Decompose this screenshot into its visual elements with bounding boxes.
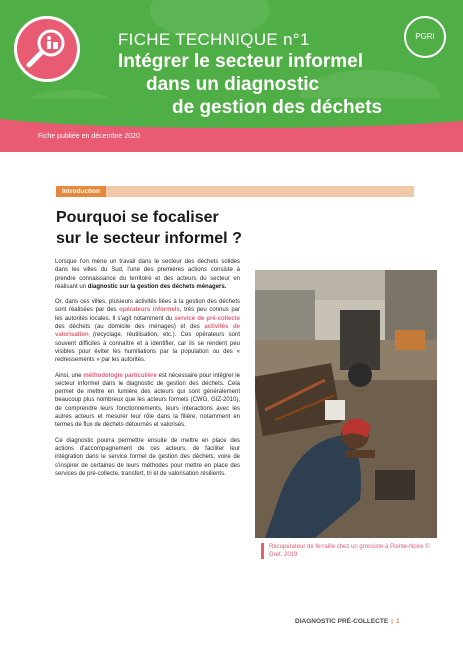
publication-date: Fiche publiée en décembre 2020 [38,133,140,140]
photo-caption: Récupérateur de ferraille chez un grossiste à Pointe-Noire © Gret, 2019 [269,544,430,558]
waste-search-icon [14,16,80,82]
fiche-label: FICHE TECHNIQUE n°1 [118,30,310,49]
heading-line-2: sur le secteur informel ? [56,230,242,247]
title-line-2: dans un diagnostic [146,74,320,95]
footer-separator: | [391,618,393,625]
page-number: 1 [396,618,400,625]
section-tag: Introduction [56,186,106,197]
heading-line-1: Pourquoi se focaliser [56,209,219,226]
paragraph-4: Ce diagnostic pourra permettre ensuite de mettre en place des actions d'accompagnement de ces acteurs, de faciliter leur intégration dans le service formel de gestion des déchets, voire de s'inspirer de certaines de leurs méthodes pour mettre en place des services de pré-collecte, transfert, tri et de valorisation résilients. [55,437,240,477]
paragraph-2: Or, dans ces villes, plusieurs activités liées à la gestion des déchets sont réalisées par des opérateurs informels, très peu connus par les autorités locales. Il s'agit notamment du service de pré-collecte des déchets (au domicile des ménages) et des activités de valorisation (recyclage, réutilisation, etc.). Ces opérateurs sont souvent difficiles à connaître et à identifier, car ils se rendent peu visibles pour éviter les humiliations par la population ou des « redressements » par les autorités. [55,299,241,364]
body-text [55,258,240,485]
organization-logo: PGRI [404,16,446,58]
page-footer [295,618,400,625]
title-line-3: de gestion des déchets [172,97,383,118]
title-line-1: Intégrer le secteur informel [118,51,363,72]
caption-marker [261,543,264,559]
scrap-collector-photo [255,270,437,538]
footer-label: DIAGNOSTIC PRÉ-COLLECTE [295,618,389,625]
paragraph-1: Lorsque l'on mène un travail dans le secteur des déchets solides dans les villes du Sud, l'une des premières actions consiste à prendre connaissance du territoire et des acteurs du secteur en réalisant un diagnostic sur la gestion des déchets ménagers. [55,259,240,290]
paragraph-3: Ainsi, une méthodologie particulière est nécessaire pour intégrer le secteur informel dans le diagnostic de gestion des déchets. Cela permet de mettre en lumière des acteurs qui sont généralement beaucoup plus nombreux que les acteurs formels (CWG, GIZ-2010), de comprendre leurs fonctionnements, leurs interactions avec les autres acteurs et mesurer leur rôle dans la filière, notamment en termes de flux de déchets détournés et valorisés. [55,372,240,429]
section-tag-bar [56,186,414,197]
section-heading [56,207,242,249]
